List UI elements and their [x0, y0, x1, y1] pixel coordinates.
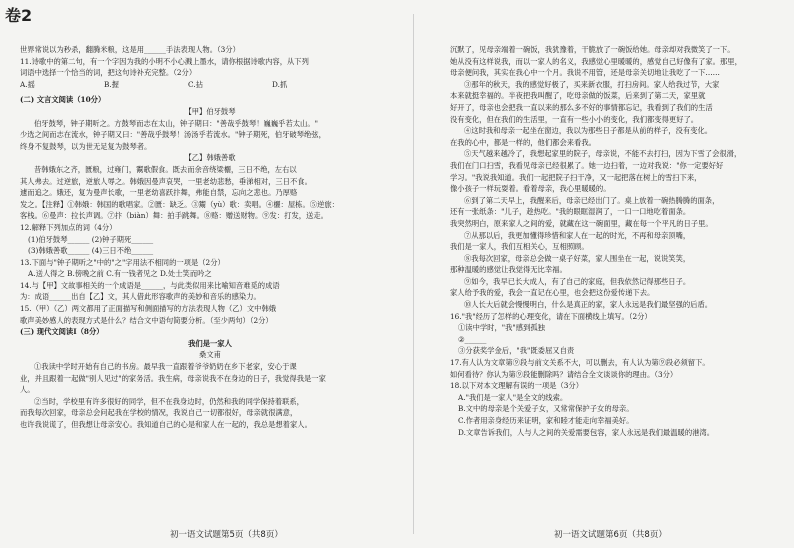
text-line: ⑦从那以后，我更加懂得珍惜和家人在一起的时光，不再和母亲顶嘴，	[464, 230, 691, 240]
answer-blank: (3)韩娥善歌______ (4)三日不绝______	[28, 246, 154, 256]
text-line: ⑧我每次回家，母亲总会做一桌子好菜，家人围坐在一起，说说笑笑，	[464, 253, 691, 263]
text-line: ⑩人长大后就会慢慢明白，什么是真正的家，家人永远是我们最坚强的后盾。	[464, 300, 713, 310]
text-line: 伯牙鼓琴，钟子期听之。方鼓琴而志在太山，钟子期曰："善哉乎鼓琴！巍巍乎若太山。"	[34, 118, 318, 128]
passage-title: 【甲】伯牙鼓琴	[184, 106, 236, 116]
text-line: 本来就挺幸福的。半夜把我叫醒了，吃母亲做的饭菜，后来到了第二天，家里就	[450, 91, 706, 101]
text-line: 如何看待？你认为第⑨段能删除吗？请结合全文谈谈你的理由。（3分）	[450, 369, 678, 379]
page-footer: 初一语文试题第6页（共8页）	[554, 530, 667, 540]
option-d: D.抓	[272, 79, 288, 89]
text-line: ①我读中学时开始有自己的书房。最早我一直跟着爷爷奶奶在乡下老家，安心于课	[34, 362, 297, 372]
section-heading: (二) 文言文阅读（10分）	[20, 95, 106, 105]
essay-author: 桑文甫	[199, 350, 221, 360]
text-line: 11.诗歌中的第二句，有一个字因为我的小明不小心溅上墨水，请你根据诗歌内容，从下列	[20, 56, 309, 66]
text-line: 终身不复鼓琴，以为世无足复为鼓琴者。	[20, 141, 152, 151]
text-line: 好开了，母亲也会把我一直以来的那么多不好的事情都忘记，我看到了我们的生活	[450, 102, 713, 112]
right-column-text	[450, 44, 782, 438]
question-line: 16."我"经历了怎样的心理变化，请在下面横线上填写。（2分）	[450, 311, 652, 321]
text-line: 沉默了，见母亲端着一碗饭，我犹豫着，干脆放了一碗饭给她。母亲却对我微笑了一下。	[450, 45, 735, 54]
answer-blank: ①读中学时，"我"感到孤独	[458, 323, 545, 333]
text-line: 学习。"我说我知道。我们一起把院子扫干净，又一起把落在树上的雪扫下来，	[450, 172, 702, 182]
text-line: 也许我说谎了，但我想让母亲安心。我知道自己的心是和家人在一起的，我总是想着家人。	[20, 420, 312, 429]
text-line: 发之。【注释】①韩娥：韩国的歌唱家。②匮：缺乏。③鬻（yù）歌：卖唱。④欐：屋栋。⑤逆旅：	[20, 199, 339, 209]
text-line: 人。	[20, 385, 35, 395]
text-line: ③那年的秋天，我的感觉好极了，买来新衣服，打扫房间。家人给我过节，大家	[464, 79, 720, 89]
option-c: C.拈	[188, 79, 203, 89]
question-option: B.文中的母亲是个关爱子女，又常常保护子女的母亲。	[458, 404, 634, 414]
text-line: 像小孩子一样玩耍着。看着母亲，我心里暖暖的。	[450, 184, 611, 194]
text-line: ⑨如今，我早已长大成人，有了自己的家庭，但我依然记得那些日子。	[464, 276, 691, 286]
option-b: B.握	[104, 79, 119, 89]
question-line: 12.解释下列加点的词（4分）	[20, 222, 117, 232]
question-option: A."我们是一家人"是全文的线索。	[458, 392, 568, 402]
text-line: ②当时，学校里有许多很好的同学，但不在我身边时，仍然和我的同学保持着联系，	[34, 396, 304, 406]
text-line: 业，并且跟着一起做"别人见过"的家务活。我生病，母亲说我不在身边的日子，我觉得我是一家	[20, 373, 326, 383]
question-options: A.送人得之 B.傍晚之前 C.有一钱者见之 D.处士笑而吟之	[28, 269, 212, 279]
text-line: 遽而追之。娥还，复为曼声长歌，一里老幼喜跃抃舞，弗能自禁，忘向之悲也。乃厚赂	[20, 188, 298, 198]
question-line: 17.有人认为文章第⑨段与前文关系不大，可以删去，有人认为第⑨段必须留下。	[450, 358, 710, 368]
option-a: A.摇	[20, 79, 35, 89]
text-line: 我们是一家人，我们互相关心，互相照顾。	[450, 242, 589, 252]
text-line: 世界常说以为秒杀，翻腾米粮，这是用______手法表现人物。（3分）	[20, 45, 240, 54]
volume-label: 卷2	[5, 6, 33, 25]
text-line: ⑥到了第二天早上，我醒来后，母亲已经出门了。桌上放着一碗热腾腾的面条，	[464, 195, 720, 205]
text-line: 还有一张纸条："儿子，趁热吃。"我的眼眶湿润了，一口一口地吃着面条。	[450, 207, 691, 217]
question-line: 15.（甲）（乙）两文都用了正面描写和侧面描写的方法表现人物（乙）文中韩娥	[20, 304, 277, 314]
answer-blank: ②______	[458, 334, 487, 344]
question-line: 13.下面与"钟子期听之"中的"之"字用法不相同的一项是（2分）	[20, 257, 225, 267]
text-line: 她从没有这样说我，而以一家人的名义，我感觉心里暖暖的，感觉自己好像有了家。那里，	[450, 56, 742, 66]
right-page	[414, 0, 794, 548]
question-option: C.作者用亲身经历来证明，家和睦才能走向幸福美好。	[458, 416, 634, 425]
page-footer: 初一语文试题第5页（共8页）	[170, 530, 283, 540]
text-line: 为：成语______出自【乙】文，其人借此形容歌声的美妙和音乐的感染力。	[20, 292, 261, 302]
text-line: 昔韩娥东之齐，匮粮，过雍门，鬻歌假食。既去而余音绕梁欐，三日不绝，左右以	[34, 164, 297, 174]
text-line: 家人给予我的爱，我会一直记在心里，也会把这份爱传递下去。	[450, 288, 655, 298]
q11-options	[20, 79, 400, 91]
answer-blank: (1)伯牙鼓琴______ (2)钟子期死______	[28, 234, 154, 244]
text-line: 我们在门口扫雪，我看见母亲已经很累了。她一边扫着，一边对我说："你一定要好好	[450, 160, 724, 170]
text-line: 母亲便问我，其实在我心中一个月。我说不用管，还是母亲关切地让我吃了一下……	[450, 68, 720, 78]
text-line: 词语中选择一个恰当的词，把这句诗补充完整。（2分）	[20, 68, 197, 78]
text-line: 歌声美妙感人的表现方式是什么？结合文中语句简要分析。（至少两句）（2分）	[20, 315, 273, 325]
question-line: 14.与【甲】文故事相关的一个成语是______，与此类似用来比喻知音难觅的成语	[20, 280, 280, 290]
text-line: 少选之间而志在流水，钟子期又曰："善哉乎鼓琴！汤汤乎若流水。"钟子期死，伯牙破琴绝弦，	[20, 130, 326, 140]
text-line: 而我每次回家，母亲总会问起我在学校的情况，我说自己一切都很好，母亲就很满意，	[20, 408, 298, 418]
essay-title: 我们是一家人	[188, 338, 232, 348]
text-line: 没有变化，但在我们的生活里，一直有一些小小的变化，我们都变得更好了。	[450, 114, 699, 124]
question-option: D.文章告诉我们，人与人之间的关爱需要包容，家人永远是我们最温暖的港湾。	[458, 427, 715, 437]
text-line: ④这时我和母亲一起坐在窗边，我以为那些日子都是从前的样子，没有变化。	[464, 126, 713, 136]
text-line: 我突然明白，原来家人之间的爱，就藏在这一碗面里，藏在每一个平凡的日子里。	[450, 218, 713, 228]
left-column-text	[20, 44, 400, 431]
section-heading: (三) 现代文阅读Ⅰ（8分）	[20, 327, 104, 337]
text-line: 那种温暖的感觉让我觉得无比幸福。	[450, 265, 567, 275]
text-line: 其人弗去。过逆旅，逆旅人辱之。韩娥因曼声哀哭，一里老幼悲愁，垂涕相对，三日不食。	[20, 176, 312, 186]
passage-title: 【乙】韩娥善歌	[184, 153, 236, 163]
text-line: ⑤天气越来越冷了，我想起家里的院子，母亲说，不能不去打扫，因为下雪了会很滑，	[464, 149, 742, 159]
text-line: 客栈。⑥曼声：拉长声调。⑦抃（biàn）舞：拍手跳舞。⑧赂：赠送财物。⑨发：打发，送走。	[20, 211, 328, 221]
text-line: 在我的心中，都是一样的，他们都会来看我。	[450, 137, 596, 147]
question-line: 18.以下对本文理解有误的一项是（3分）	[450, 381, 583, 391]
answer-blank: ③分获奖学金后，"我"既委屈又自责	[458, 346, 575, 356]
